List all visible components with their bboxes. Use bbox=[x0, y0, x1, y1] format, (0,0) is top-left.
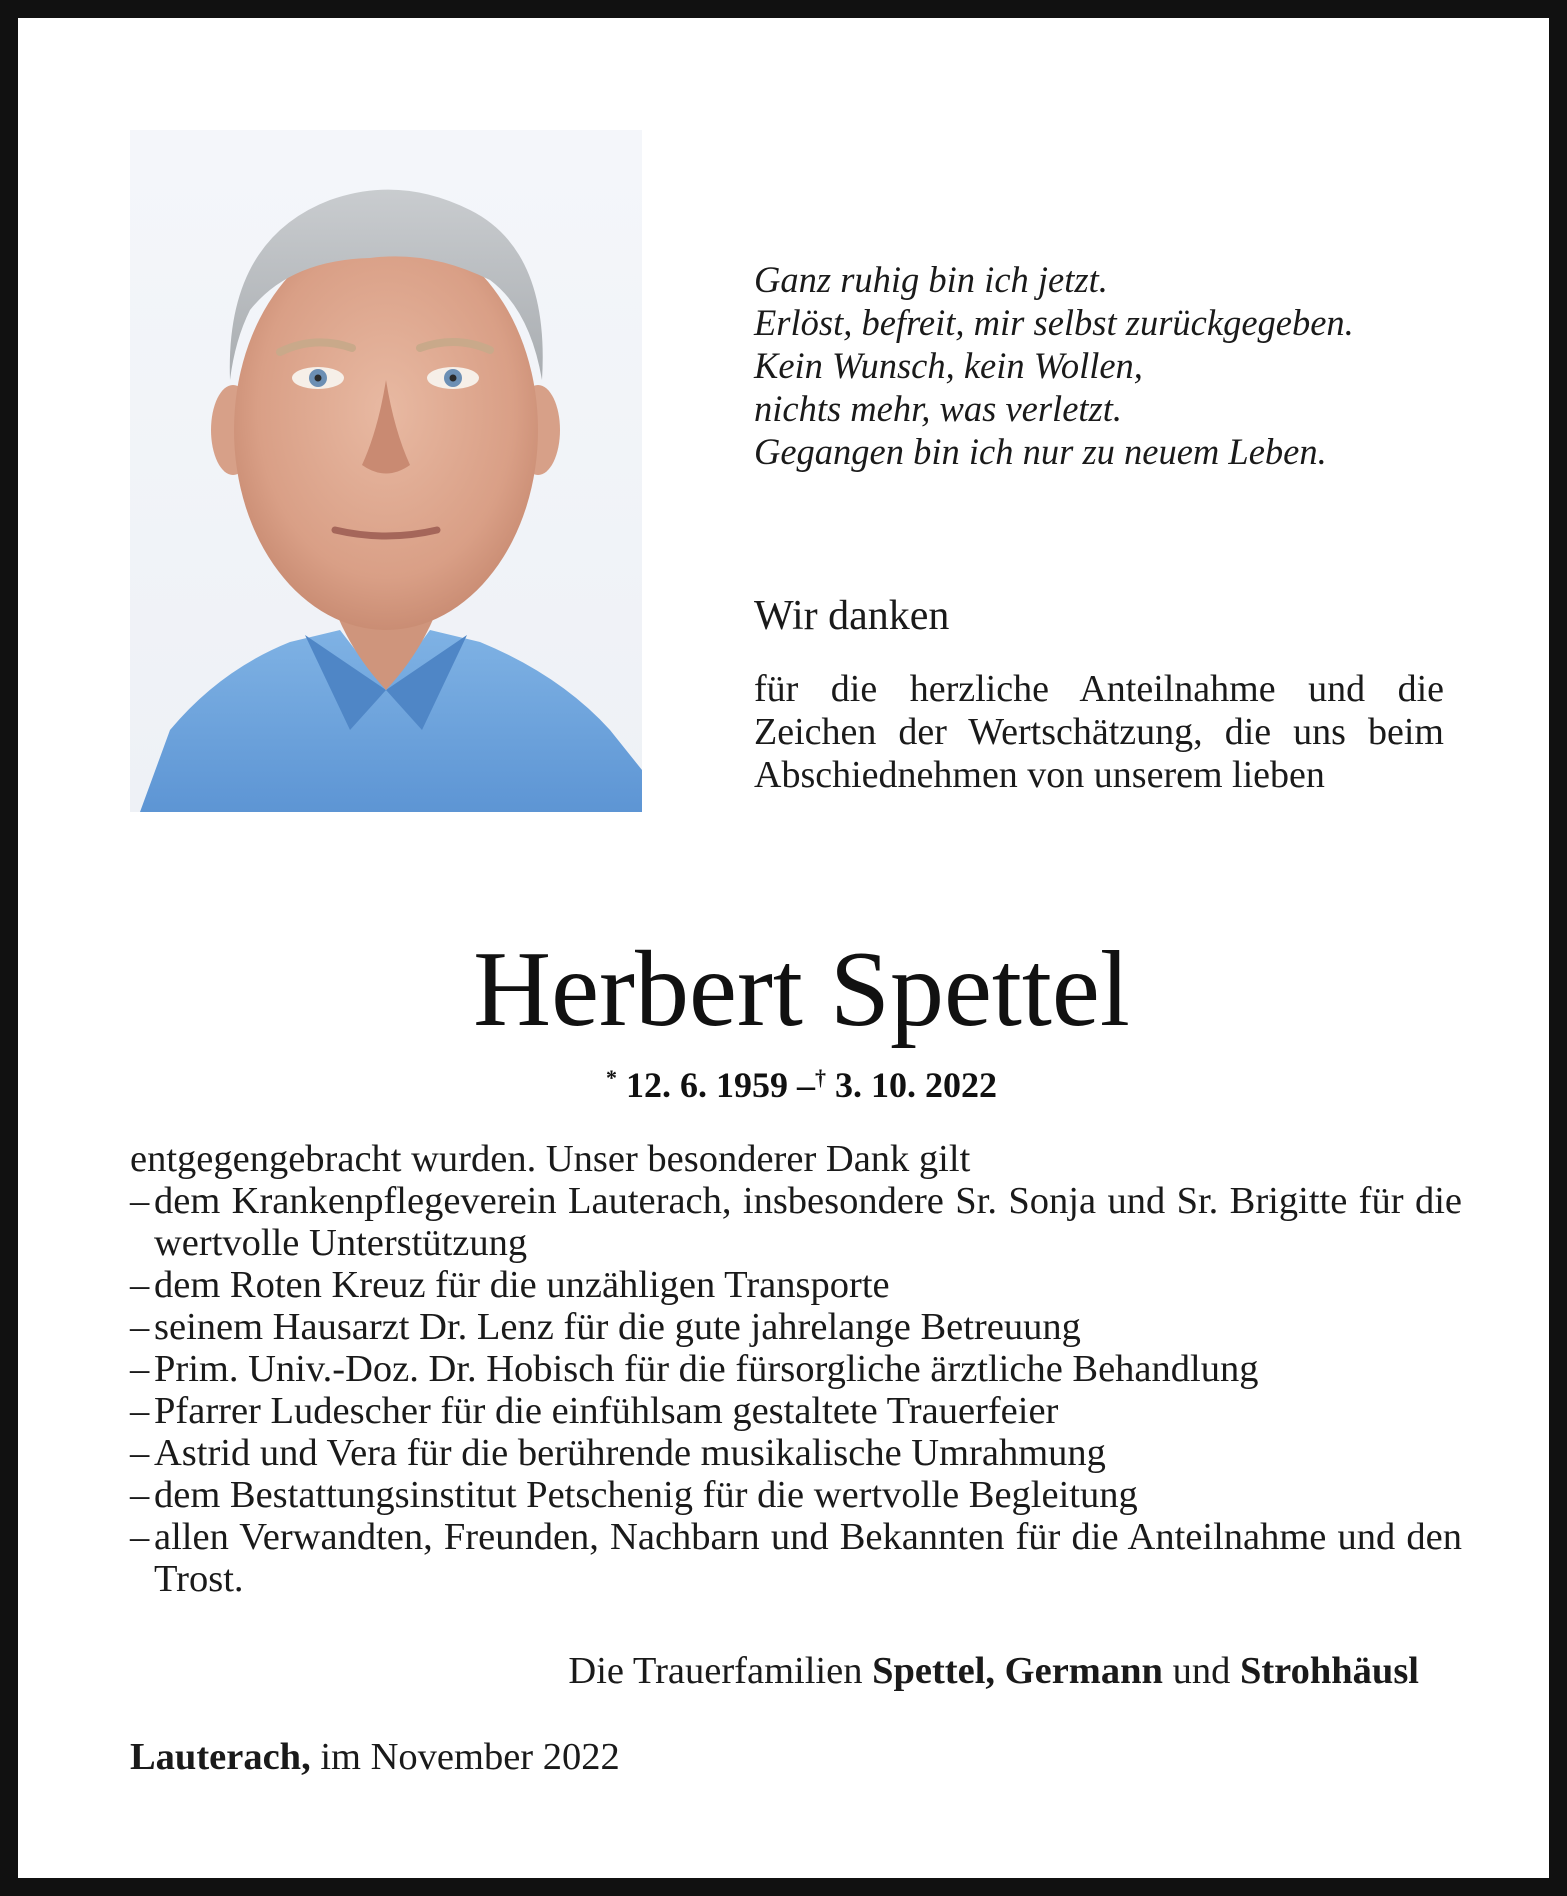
poem-line: Kein Wunsch, kein Wollen, bbox=[754, 345, 1143, 386]
signature-connector: und bbox=[1172, 1650, 1231, 1692]
list-item-text: seinem Hausarzt Dr. Lenz für die gute jahrelange Betreuung bbox=[154, 1306, 1081, 1348]
dash: – bbox=[130, 1348, 150, 1390]
thanks-text: für die herzliche Anteilnahme und die Zeichen der Wertschätzung, die uns beim Abschiednehmen von unserem lieben bbox=[754, 668, 1444, 796]
death-date: 3. 10. 2022 bbox=[835, 1065, 997, 1105]
list-item-text: Prim. Univ.-Doz. Dr. Hobisch für die fürsorgliche ärztliche Behandlung bbox=[154, 1348, 1259, 1390]
list-item bbox=[130, 1348, 1462, 1390]
dash: – bbox=[130, 1516, 150, 1558]
list-item bbox=[130, 1264, 1462, 1306]
date-separator: – bbox=[797, 1065, 815, 1105]
place-city: Lauterach, bbox=[130, 1736, 311, 1778]
signature-prefix: Die Trauerfamilien bbox=[568, 1650, 863, 1692]
list-item bbox=[130, 1180, 1462, 1264]
family-name: Strohhäusl bbox=[1239, 1650, 1419, 1692]
poem-line: Ganz ruhig bin ich jetzt. bbox=[754, 259, 1108, 300]
life-dates bbox=[18, 1053, 1567, 1110]
dash: – bbox=[130, 1180, 150, 1222]
dash: – bbox=[130, 1474, 150, 1516]
birth-symbol: * bbox=[606, 1065, 617, 1090]
list-item-text: dem Bestattungsinstitut Petschenig für die wertvolle Begleitung bbox=[154, 1474, 1138, 1516]
list-item bbox=[130, 1516, 1462, 1600]
list-item-text: allen Verwandten, Freunden, Nachbarn und Bekannten für die Anteilnahme und den Trost. bbox=[154, 1516, 1462, 1600]
dash: – bbox=[130, 1264, 150, 1306]
thanks-heading: Wir danken bbox=[754, 593, 950, 639]
list-item bbox=[130, 1306, 1462, 1348]
dash: – bbox=[130, 1306, 150, 1348]
dash: – bbox=[130, 1390, 150, 1432]
list-item bbox=[130, 1390, 1462, 1432]
family-name: Spettel, bbox=[872, 1650, 996, 1692]
portrait-photo bbox=[130, 130, 642, 812]
gratitude-list bbox=[130, 1180, 1462, 1600]
birth-date: 12. 6. 1959 bbox=[626, 1065, 788, 1105]
place-date-text: im November 2022 bbox=[320, 1736, 620, 1778]
list-item bbox=[130, 1474, 1462, 1516]
dash: – bbox=[130, 1432, 150, 1474]
deceased-name: Herbert Spettel bbox=[473, 930, 1130, 1049]
gratitude-intro: entgegengebracht wurden. Unser besonderer Dank gilt bbox=[130, 1138, 971, 1180]
gratitude-section bbox=[130, 1138, 1462, 1600]
list-item-text: dem Roten Kreuz für die unzähligen Transporte bbox=[154, 1264, 890, 1306]
poem-line: nichts mehr, was verletzt. bbox=[754, 388, 1123, 429]
list-item bbox=[130, 1432, 1462, 1474]
list-item-text: Pfarrer Ludescher für die einfühlsam gestaltete Trauerfeier bbox=[154, 1390, 1059, 1432]
poem-line: Erlöst, befreit, mir selbst zurückgegeben. bbox=[754, 302, 1354, 343]
poem bbox=[754, 258, 1494, 473]
place-date bbox=[130, 1734, 620, 1780]
death-symbol: † bbox=[815, 1065, 826, 1090]
family-signature bbox=[568, 1648, 1419, 1694]
list-item-text: Astrid und Vera für die berührende musikalische Umrahmung bbox=[154, 1432, 1106, 1474]
list-item-text: dem Krankenpflegeverein Lauterach, insbesondere Sr. Sonja und Sr. Brigitte für die wertvolle Unterstützung bbox=[154, 1180, 1462, 1264]
poem-line: Gegangen bin ich nur zu neuem Leben. bbox=[754, 431, 1327, 472]
family-name: Germann bbox=[1004, 1650, 1163, 1692]
